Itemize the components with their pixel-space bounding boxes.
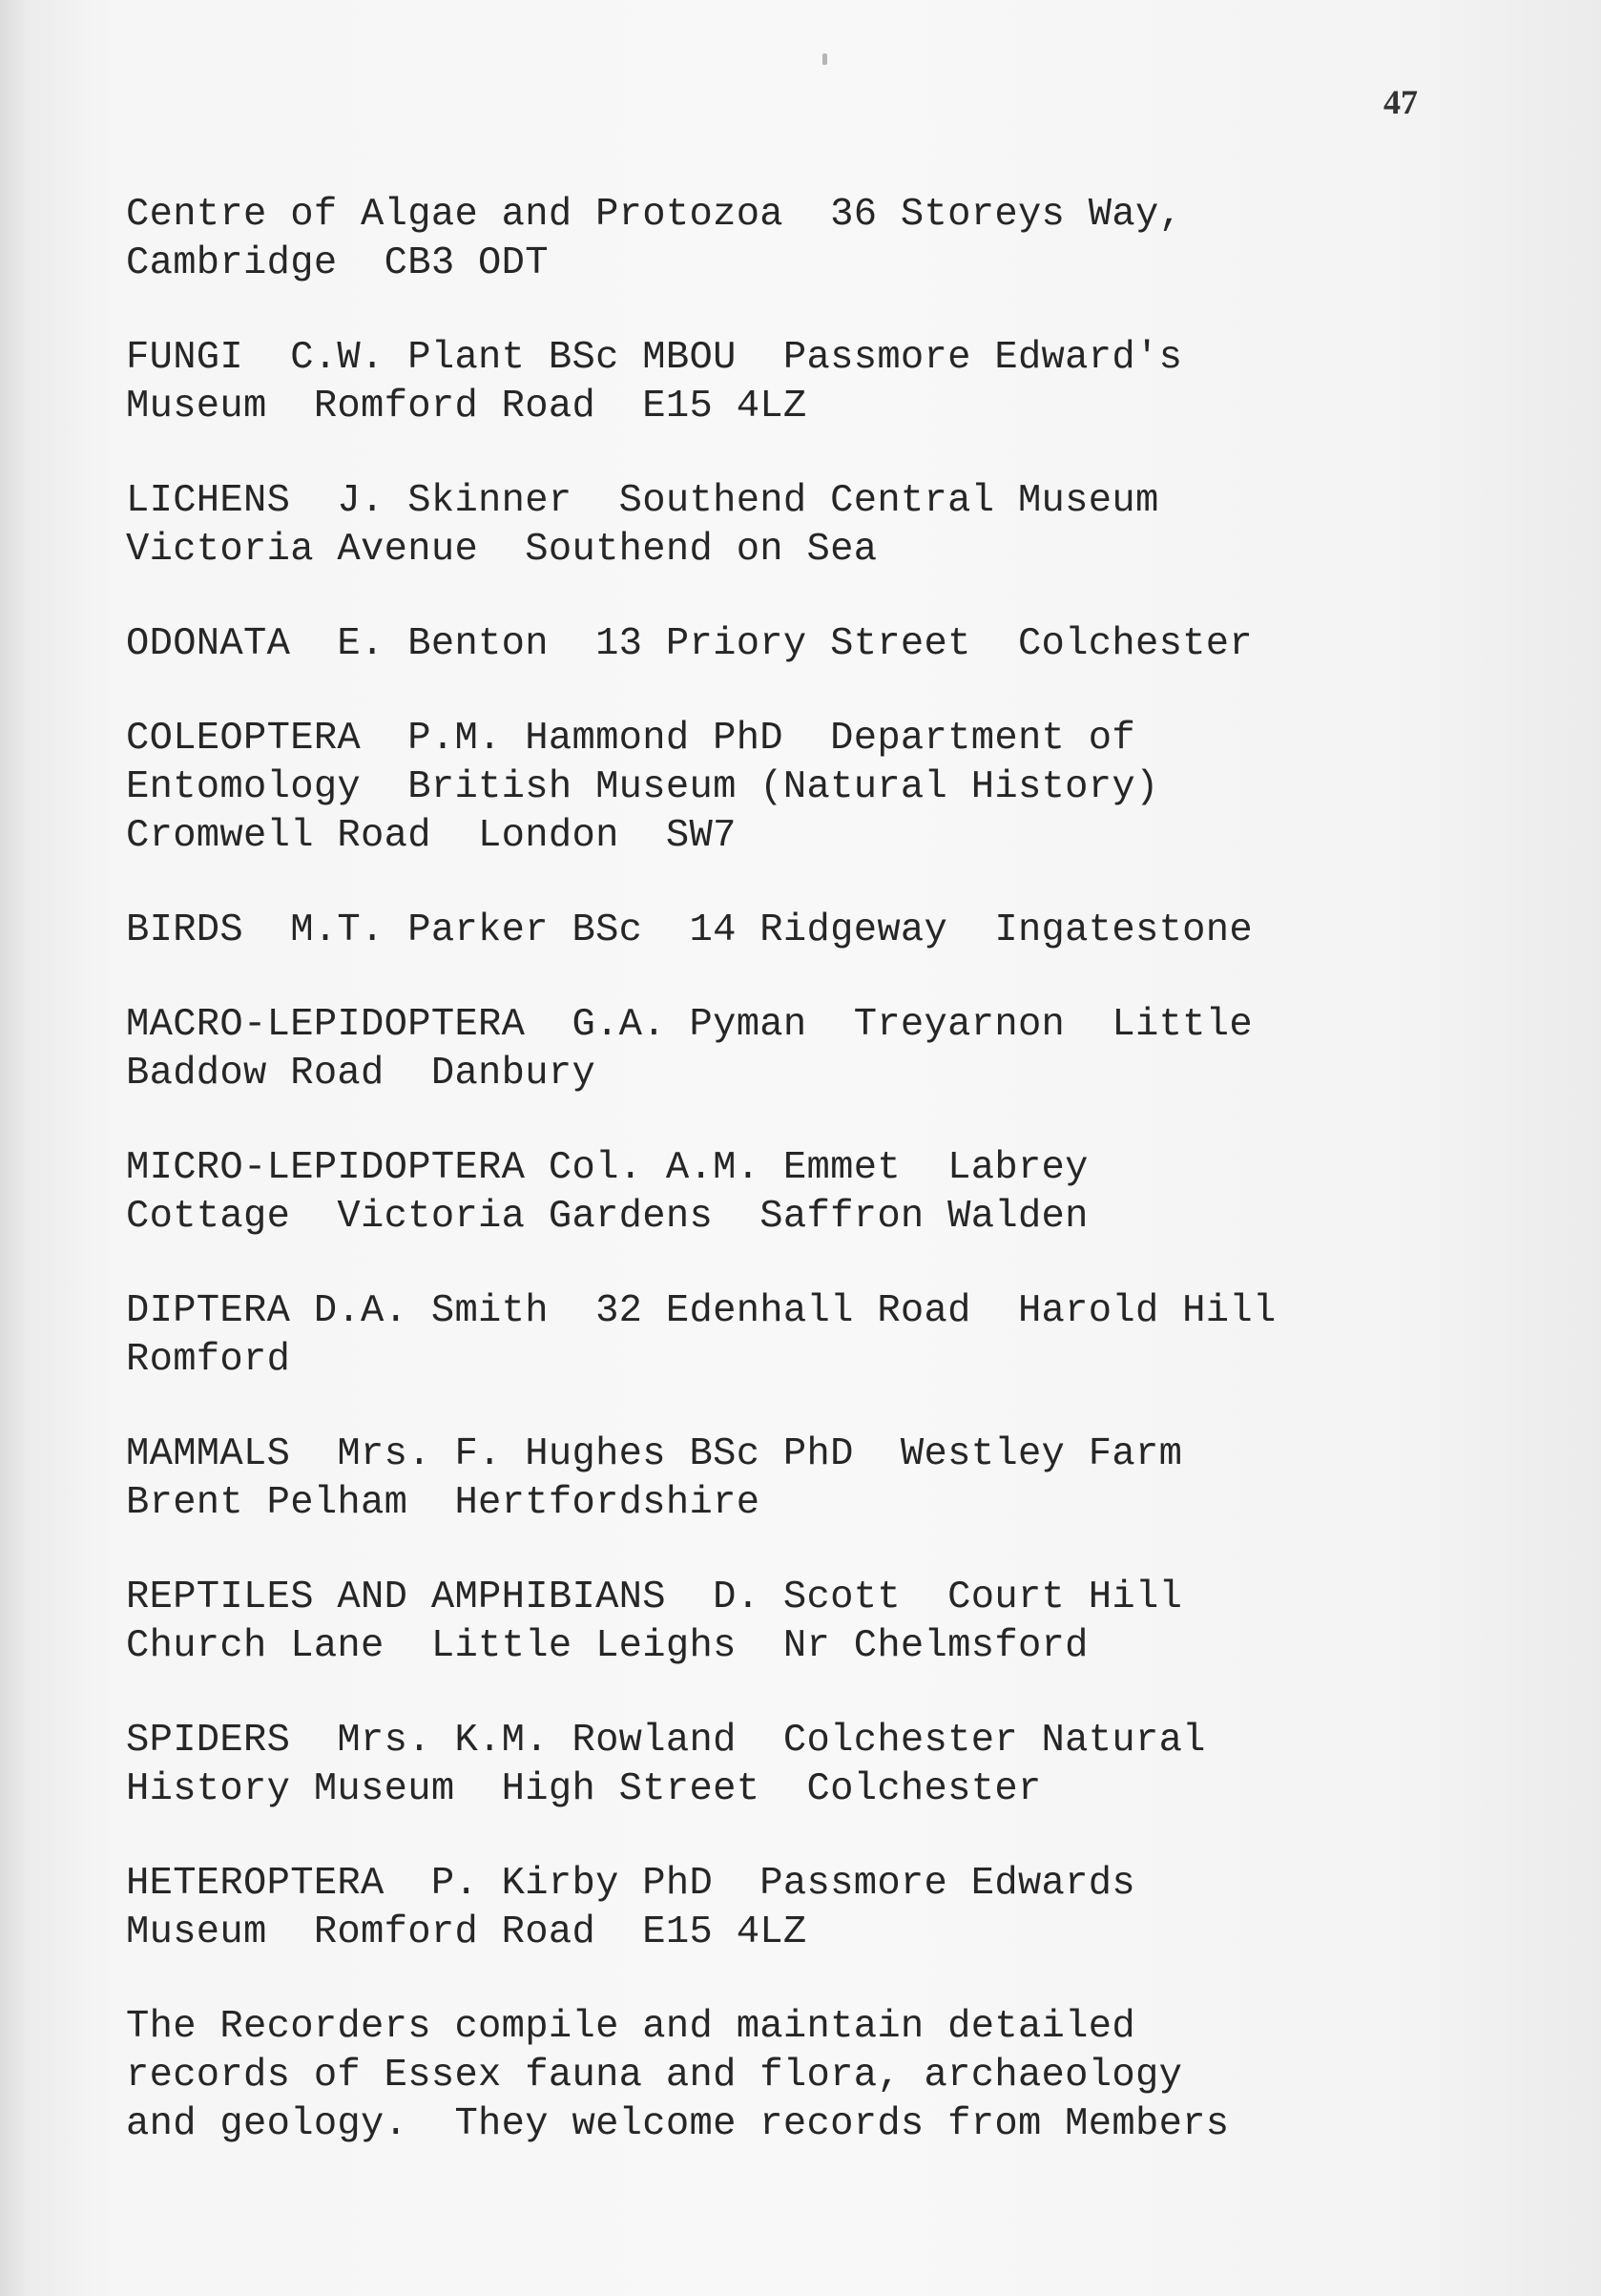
recorder-entry-diptera xyxy=(126,1287,1557,1385)
paragraph-line: The Recorders compile and maintain detailed xyxy=(126,2005,1135,2049)
entry-line: DIPTERA D.A. Smith 32 Edenhall Road Harold Hill xyxy=(126,1289,1277,1333)
entry-line: HETEROPTERA P. Kirby PhD Passmore Edwards xyxy=(126,1862,1135,1906)
entry-line: Cromwell Road London SW7 xyxy=(126,814,737,858)
entry-line: Victoria Avenue Southend on Sea xyxy=(126,528,878,572)
recorder-entry-algae-protozoa xyxy=(126,191,1557,288)
entry-line: COLEOPTERA P.M. Hammond PhD Department of xyxy=(126,717,1135,761)
entry-line: History Museum High Street Colchester xyxy=(126,1767,1042,1811)
recorder-entry-macro-lepidoptera xyxy=(126,1001,1557,1098)
entry-line: Museum Romford Road E15 4LZ xyxy=(126,1910,807,1954)
recorder-entry-birds xyxy=(126,907,1557,955)
recorder-entry-heteroptera xyxy=(126,1860,1557,1957)
entry-line: BIRDS M.T. Parker BSc 14 Ridgeway Ingatestone xyxy=(126,908,1253,952)
entry-line: MAMMALS Mrs. F. Hughes BSc PhD Westley Farm xyxy=(126,1432,1183,1476)
recorder-entry-fungi xyxy=(126,334,1557,431)
recorder-entry-odonata xyxy=(126,620,1557,669)
recorder-entry-mammals xyxy=(126,1430,1557,1528)
entry-line: REPTILES AND AMPHIBIANS D. Scott Court Hill xyxy=(126,1576,1183,1619)
paragraph-line: and geology. They welcome records from Members xyxy=(126,2102,1230,2146)
entry-line: Cambridge CB3 ODT xyxy=(126,241,549,285)
entry-line: MICRO-LEPIDOPTERA Col. A.M. Emmet Labrey xyxy=(126,1146,1089,1190)
paper-speck xyxy=(822,53,827,65)
recorder-entry-coleoptera xyxy=(126,715,1557,861)
paragraph-line: records of Essex fauna and flora, archaeology xyxy=(126,2054,1183,2098)
entry-line: Church Lane Little Leighs Nr Chelmsford xyxy=(126,1624,1089,1668)
entry-line: ODONATA E. Benton 13 Priory Street Colchester xyxy=(126,622,1253,666)
entry-line: Baddow Road Danbury xyxy=(126,1052,596,1096)
entry-line: Cottage Victoria Gardens Saffron Walden xyxy=(126,1195,1089,1239)
entry-line: FUNGI C.W. Plant BSc MBOU Passmore Edward's xyxy=(126,336,1183,380)
recorder-entry-micro-lepidoptera xyxy=(126,1144,1557,1242)
entry-line: MACRO-LEPIDOPTERA G.A. Pyman Treyarnon Little xyxy=(126,1003,1253,1047)
closing-paragraph xyxy=(126,2003,1557,2149)
entry-line: SPIDERS Mrs. K.M. Rowland Colchester Natural xyxy=(126,1719,1206,1763)
entry-line: Centre of Algae and Protozoa 36 Storeys Way, xyxy=(126,193,1183,237)
entry-line: Museum Romford Road E15 4LZ xyxy=(126,385,807,428)
entry-line: Brent Pelham Hertfordshire xyxy=(126,1481,760,1525)
recorders-list xyxy=(126,191,1557,2195)
entry-line: LICHENS J. Skinner Southend Central Museum xyxy=(126,479,1159,523)
recorder-entry-spiders xyxy=(126,1717,1557,1814)
recorder-entry-lichens xyxy=(126,477,1557,574)
entry-line: Romford xyxy=(126,1338,291,1382)
entry-line: Entomology British Museum (Natural History) xyxy=(126,765,1159,809)
page-number: 47 xyxy=(1383,83,1418,121)
recorder-entry-reptiles-amphibians xyxy=(126,1574,1557,1671)
